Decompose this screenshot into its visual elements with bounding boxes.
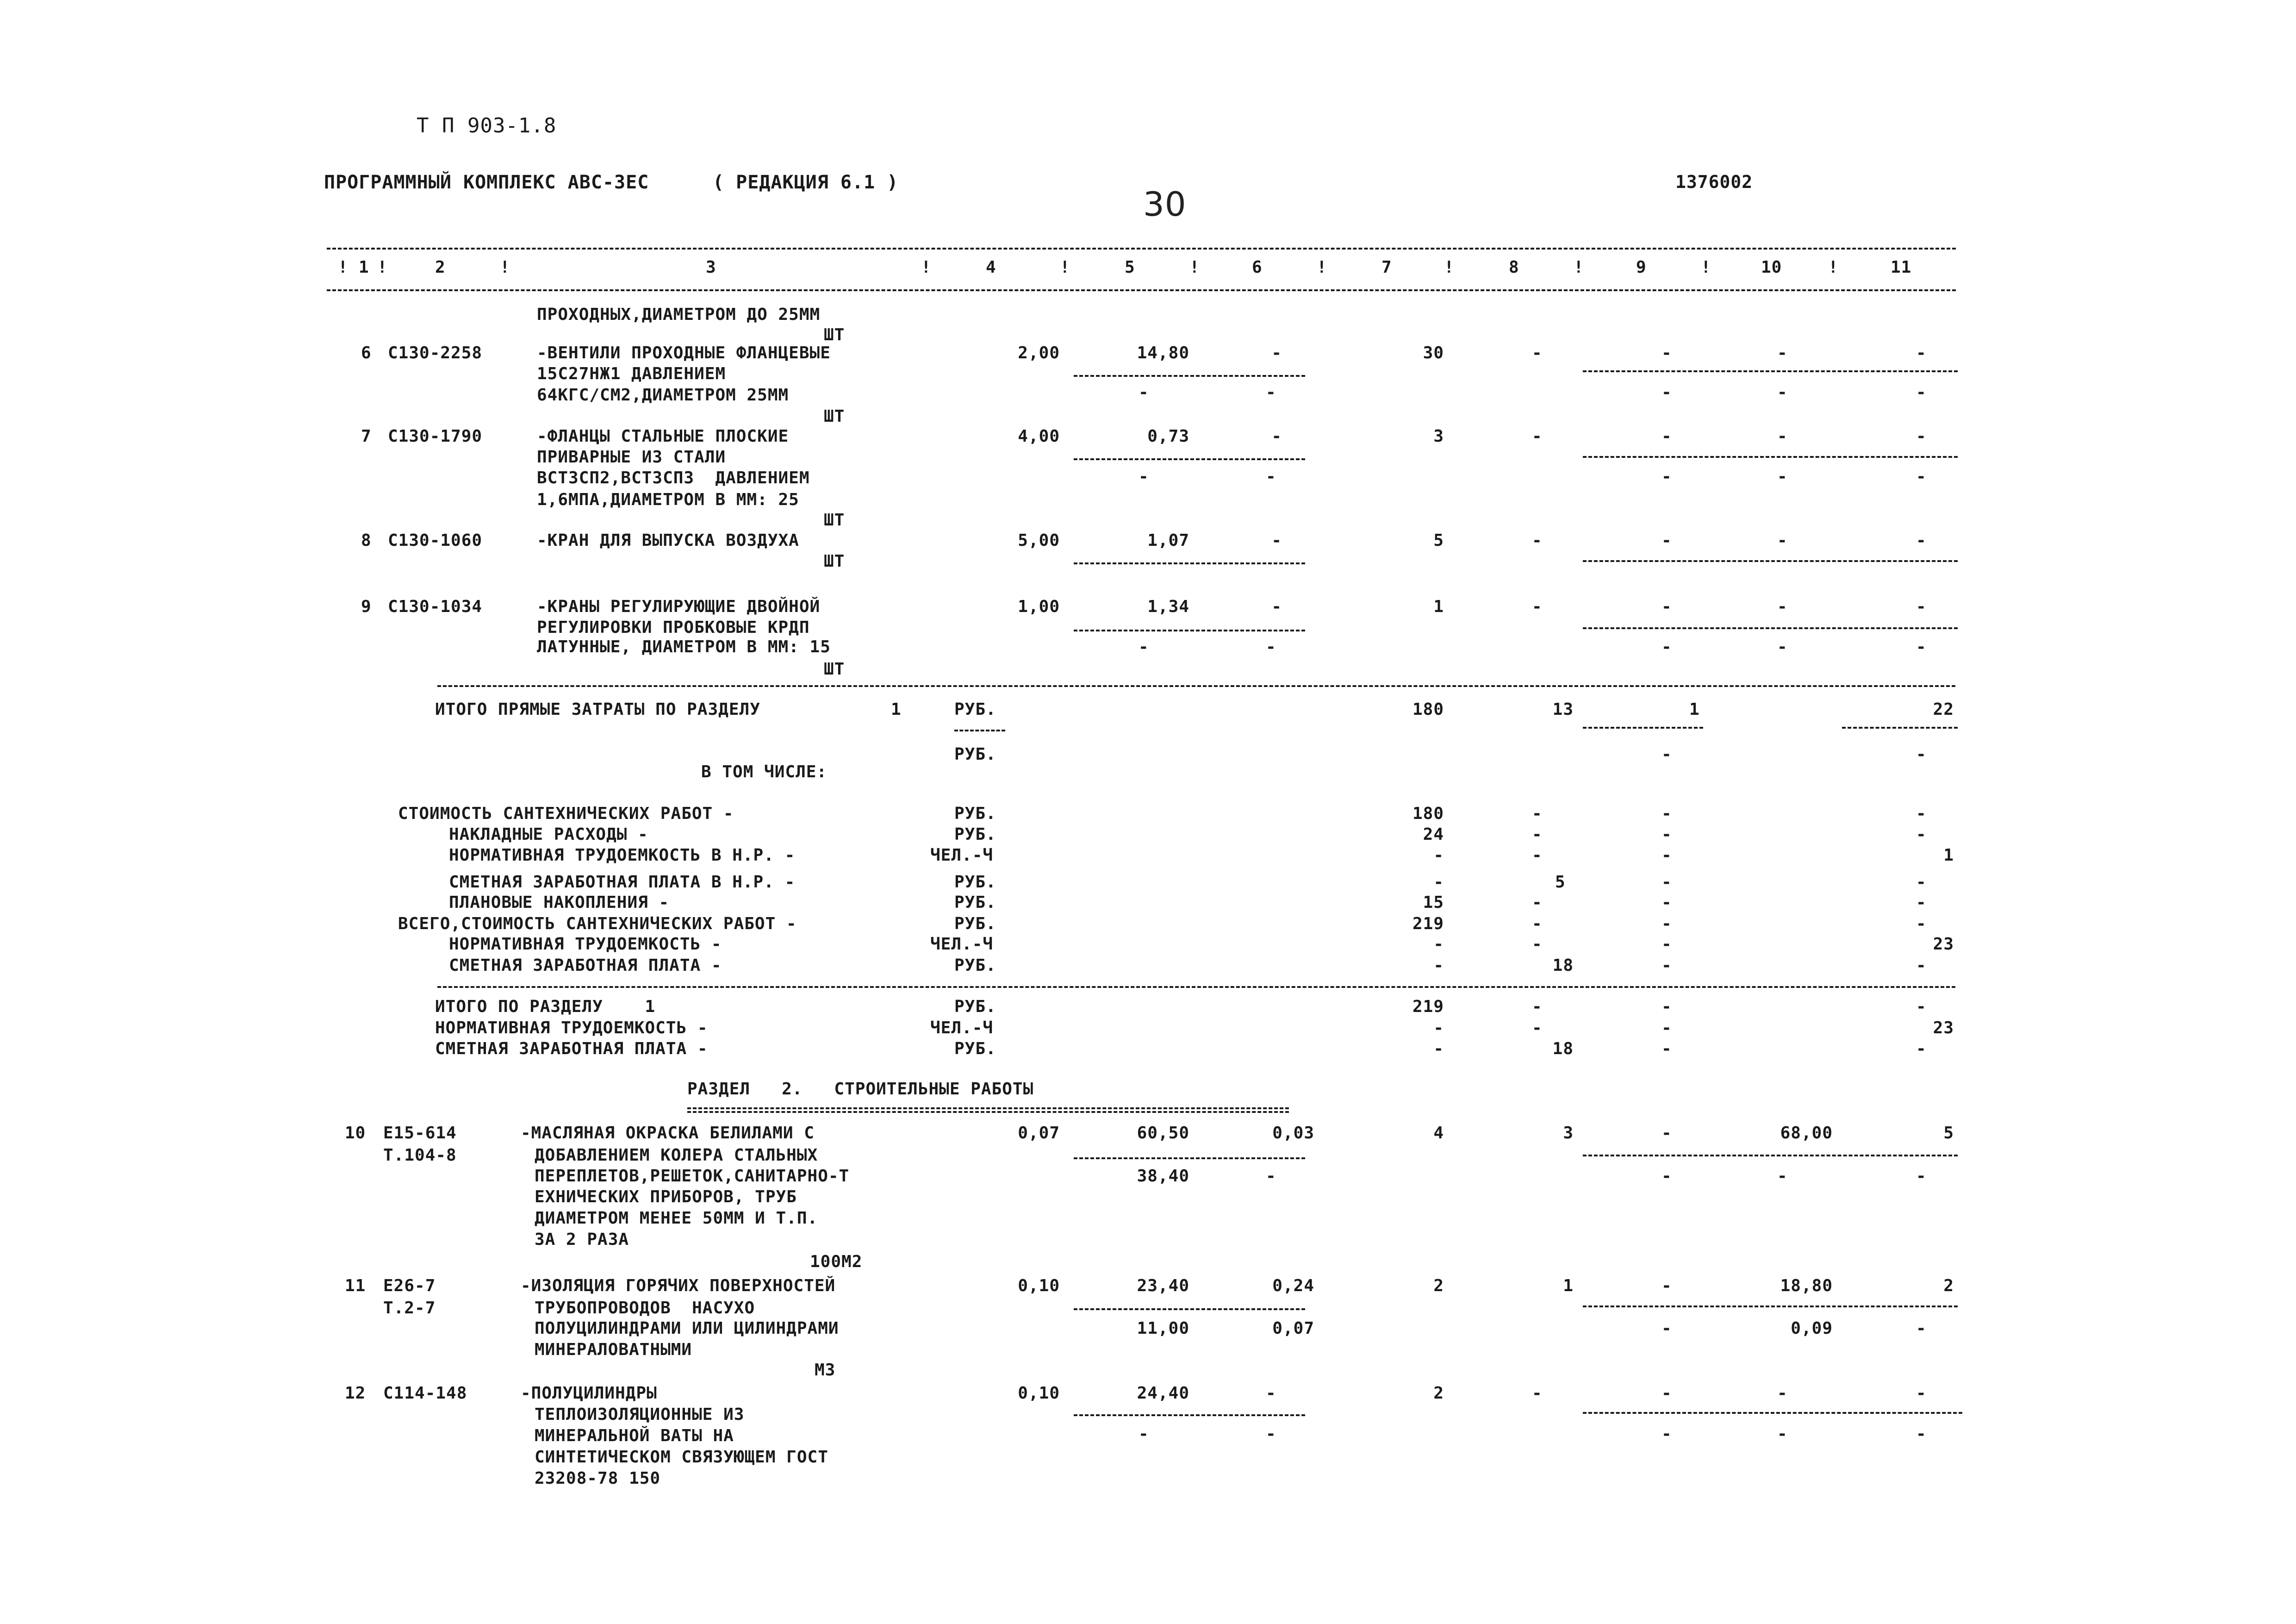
summary-label: ПЛАНОВЫЕ НАКОПЛЕНИЯ - — [449, 893, 670, 912]
summary-label: ВСЕГО,СТОИМОСТЬ САНТЕХНИЧЕСКИХ РАБОТ - — [398, 914, 797, 933]
col-sep: ! — [1828, 258, 1839, 277]
subrule — [1583, 1155, 1958, 1156]
col9-value: - — [1661, 427, 1672, 446]
subrule — [1074, 1414, 1305, 1416]
item-name-line: ЕХНИЧЕСКИХ ПРИБОРОВ, ТРУБ — [535, 1187, 797, 1206]
summary-c9: - — [1661, 846, 1672, 865]
section2-underline — [687, 1111, 1289, 1113]
rate-code: С114-148 — [383, 1384, 467, 1403]
col-header-8: 8 — [1509, 258, 1519, 277]
col-sep: ! — [1701, 258, 1711, 277]
totals-direct-section: 1 — [891, 700, 902, 719]
quantity: 5,00 — [1018, 531, 1060, 550]
summary-c9: - — [1661, 893, 1672, 912]
col-header-3: 3 — [706, 258, 716, 277]
col-header-7: 7 — [1381, 258, 1392, 277]
col11-sub: - — [1916, 1424, 1927, 1443]
col7-value: 2 — [1433, 1384, 1444, 1403]
summary-c7: 15 — [1423, 893, 1444, 912]
section-total-c11: - — [1916, 997, 1927, 1016]
col8-value: 1 — [1563, 1276, 1574, 1295]
summary-c8: - — [1532, 914, 1543, 933]
row-number: 10 — [345, 1124, 366, 1143]
col7-value: 2 — [1433, 1276, 1444, 1295]
totals-rule — [437, 685, 1955, 687]
col11-value: - — [1916, 531, 1927, 550]
col5-sub: 11,00 — [1137, 1319, 1189, 1338]
col11-value: 5 — [1943, 1124, 1954, 1143]
col8-value: - — [1532, 427, 1543, 446]
col-sep: ! — [1574, 258, 1584, 277]
col-header-9: 9 — [1636, 258, 1647, 277]
quantity: 0,10 — [1018, 1384, 1060, 1403]
col8-value: - — [1532, 344, 1543, 362]
header-rule-top — [327, 248, 1956, 250]
col-sep: ! — [377, 258, 388, 277]
row-number: 12 — [345, 1384, 366, 1403]
summary-c7: - — [1433, 873, 1444, 892]
col6-sub: - — [1266, 383, 1276, 402]
summary-label: НАКЛАДНЫЕ РАСХОДЫ - — [449, 825, 648, 844]
section-total-c11: - — [1916, 1039, 1927, 1058]
col10-value: - — [1777, 531, 1788, 550]
item-name-line: ДОБАВЛЕНИЕМ КОЛЕРА СТАЛЬНЫХ — [535, 1146, 818, 1165]
item-unit: 100М2 — [810, 1252, 863, 1271]
page-number: 30 — [1143, 185, 1187, 224]
col-header-5: 5 — [1125, 258, 1135, 277]
col7-value: 5 — [1433, 531, 1444, 550]
col11-value: - — [1916, 344, 1927, 362]
item-name-line: ПЕРЕПЛЕТОВ,РЕШЕТОК,САНИТАРНО-Т — [535, 1167, 850, 1186]
summary-c11: - — [1916, 956, 1927, 975]
section-total-c9: - — [1661, 1018, 1672, 1037]
section-total-label: НОРМАТИВНАЯ ТРУДОЕМКОСТЬ - — [435, 1018, 708, 1037]
program-title: ПРОГРАММНЫЙ КОМПЛЕКС АВС-3ЕС — [324, 172, 649, 193]
item-name-line: ЗА 2 РАЗА — [535, 1230, 629, 1249]
col10-sub: - — [1777, 383, 1788, 402]
section-total-c8: - — [1532, 1018, 1543, 1037]
col8-value: - — [1532, 531, 1543, 550]
subrule — [1583, 1412, 1962, 1414]
summary-c7: - — [1433, 846, 1444, 865]
col10-sub: - — [1777, 637, 1788, 656]
col8-value: - — [1532, 597, 1543, 616]
subrule — [1583, 370, 1958, 372]
col9-value: - — [1661, 597, 1672, 616]
item-name-line: -КРАНЫ РЕГУЛИРУЮЩИЕ ДВОЙНОЙ — [537, 597, 821, 616]
col9-value: - — [1661, 1384, 1672, 1403]
col5-sub: - — [1139, 383, 1149, 402]
col-header-1: 1 — [359, 258, 369, 277]
summary-c11: - — [1916, 914, 1927, 933]
col9-value: - — [1661, 531, 1672, 550]
summary-c11: - — [1916, 804, 1927, 823]
col7-value: 3 — [1433, 427, 1444, 446]
item-name-line: ТЕПЛОИЗОЛЯЦИОННЫЕ ИЗ — [535, 1405, 745, 1424]
item-unit: ШТ — [824, 552, 845, 571]
summary-c7: 24 — [1423, 825, 1444, 844]
col10-sub: 0,09 — [1791, 1319, 1833, 1338]
item-name-line: -ВЕНТИЛИ ПРОХОДНЫЕ ФЛАНЦЕВЫЕ — [537, 344, 831, 362]
col5-sub: - — [1139, 467, 1149, 486]
item-unit: ШТ — [824, 407, 845, 426]
col6-value: 0,03 — [1272, 1124, 1314, 1143]
col5-sub: 38,40 — [1137, 1167, 1189, 1186]
subrule — [1074, 458, 1305, 460]
col6-value: - — [1266, 1384, 1276, 1403]
col11-sub: - — [1916, 637, 1927, 656]
col6-sub: - — [1266, 1424, 1276, 1443]
col6-value: - — [1271, 531, 1282, 550]
col9-sub: - — [1661, 1424, 1672, 1443]
col11-value: - — [1916, 1384, 1927, 1403]
col9-value: - — [1661, 344, 1672, 362]
col10-sub: - — [1777, 1167, 1788, 1186]
summary-c7: - — [1433, 956, 1444, 975]
summary-unit: РУБ. — [954, 825, 996, 844]
col5-sub: - — [1139, 1424, 1149, 1443]
col-sep: ! — [1189, 258, 1200, 277]
col9-sub: - — [1661, 383, 1672, 402]
col6-value: - — [1271, 597, 1282, 616]
row-number: 8 — [361, 531, 372, 550]
item-name-line: -МАСЛЯНАЯ ОКРАСКА БЕЛИЛАМИ С — [521, 1124, 815, 1143]
summary-c8: - — [1532, 804, 1543, 823]
section-total-c7: - — [1433, 1039, 1444, 1058]
col10-value: - — [1777, 1384, 1788, 1403]
col-sep: ! — [921, 258, 932, 277]
summary-c11: - — [1916, 825, 1927, 844]
col8-value: - — [1532, 1384, 1543, 1403]
section-total-rule — [437, 986, 1955, 988]
col9-sub: - — [1661, 467, 1672, 486]
col6-value: 0,24 — [1272, 1276, 1314, 1295]
summary-c7: 219 — [1412, 914, 1444, 933]
summary-c7: 180 — [1412, 804, 1444, 823]
col5-sub: - — [1139, 637, 1149, 656]
col11-value: 2 — [1943, 1276, 1954, 1295]
col10-value: - — [1777, 427, 1788, 446]
summary-c9: - — [1661, 804, 1672, 823]
section2-title: РАЗДЕЛ 2. СТРОИТЕЛЬНЫЕ РАБОТЫ — [687, 1080, 1034, 1099]
quantity: 2,00 — [1018, 344, 1060, 362]
item-name-line: ПРОХОДНЫХ,ДИАМЕТРОМ ДО 25ММ — [537, 305, 821, 324]
summary-c9: - — [1661, 914, 1672, 933]
unit-cost: 0,73 — [1147, 427, 1189, 446]
subrule — [1074, 562, 1305, 564]
col-sep: ! — [1317, 258, 1327, 277]
section-total-c9: - — [1661, 997, 1672, 1016]
rate-code: Е15-614 — [383, 1124, 457, 1143]
subrule — [1583, 456, 1958, 458]
col11-value: - — [1916, 597, 1927, 616]
summary-c9: - — [1661, 956, 1672, 975]
section-total-c9: - — [1661, 1039, 1672, 1058]
col10-value: - — [1777, 597, 1788, 616]
section-total-c8: - — [1532, 997, 1543, 1016]
subrule — [1074, 1308, 1305, 1310]
col11-sub: - — [1916, 1319, 1927, 1338]
col11-sub: - — [1916, 467, 1927, 486]
col11-sub: - — [1916, 383, 1927, 402]
summary-c11: - — [1916, 873, 1927, 892]
subrule — [1583, 727, 1703, 729]
col7-value: 1 — [1433, 597, 1444, 616]
row-number: 6 — [361, 344, 372, 362]
col9-sub: - — [1661, 1167, 1672, 1186]
subrule — [1583, 560, 1958, 562]
unit-cost: 14,80 — [1137, 344, 1189, 362]
edition: ( РЕДАКЦИЯ 6.1 ) — [713, 172, 899, 193]
summary-unit: ЧЕЛ.-Ч — [930, 935, 994, 954]
summary-label: НОРМАТИВНАЯ ТРУДОЕМКОСТЬ - — [449, 935, 722, 954]
header-rule-bottom — [327, 289, 1956, 291]
quantity: 0,10 — [1018, 1276, 1060, 1295]
rate-code: С130-1060 — [388, 531, 483, 550]
item-unit: М3 — [815, 1361, 836, 1380]
summary-c9: - — [1661, 935, 1672, 954]
unit-cost: 1,07 — [1147, 531, 1189, 550]
summary-label: СМЕТНАЯ ЗАРАБОТНАЯ ПЛАТА В Н.Р. - — [449, 873, 796, 892]
item-unit: ШТ — [824, 511, 845, 530]
col-header-4: 4 — [986, 258, 996, 277]
col11-sub: - — [1916, 1167, 1927, 1186]
col6-sub: - — [1266, 467, 1276, 486]
quantity: 0,07 — [1018, 1124, 1060, 1143]
quantity: 1,00 — [1018, 597, 1060, 616]
summary-unit: ЧЕЛ.-Ч — [930, 846, 994, 865]
item-name-line: ПРИВАРНЫЕ ИЗ СТАЛИ — [537, 448, 726, 467]
summary-c8: 18 — [1552, 956, 1574, 975]
item-name-line: -ИЗОЛЯЦИЯ ГОРЯЧИХ ПОВЕРХНОСТЕЙ — [521, 1276, 836, 1295]
col-sep: ! — [1060, 258, 1070, 277]
rate-code: Е26-7 — [383, 1276, 436, 1295]
unit-cost: 1,34 — [1147, 597, 1189, 616]
totals-direct-c8: 13 — [1552, 700, 1574, 719]
summary-label: СМЕТНАЯ ЗАРАБОТНАЯ ПЛАТА - — [449, 956, 722, 975]
summary-c11: - — [1916, 893, 1927, 912]
summary-c8: - — [1532, 846, 1543, 865]
doc-number: 1376002 — [1675, 172, 1753, 192]
item-name-line: 64КГС/СМ2,ДИАМЕТРОМ 25ММ — [537, 386, 789, 405]
section-total-unit: РУБ. — [954, 1039, 996, 1058]
summary-c11: 23 — [1933, 935, 1954, 954]
col9-sub: - — [1661, 637, 1672, 656]
rate-table-ref: Т.2-7 — [383, 1299, 436, 1318]
summary-c9: - — [1661, 825, 1672, 844]
item-name-line: МИНЕРАЛОВАТНЫМИ — [535, 1340, 692, 1359]
col10-value: 18,80 — [1780, 1276, 1833, 1295]
totals-direct-c11: 22 — [1933, 700, 1954, 719]
summary-unit: РУБ. — [954, 893, 996, 912]
item-name-line: ВСТ3СП2,ВСТ3СП3 ДАВЛЕНИЕМ — [537, 468, 810, 487]
col10-value: 68,00 — [1780, 1124, 1833, 1143]
col10-sub: - — [1777, 467, 1788, 486]
row-number: 11 — [345, 1276, 366, 1295]
summary-c8: - — [1532, 825, 1543, 844]
col6-sub: - — [1266, 1167, 1276, 1186]
totals-direct-c7: 180 — [1412, 700, 1444, 719]
item-name-line: 23208-78 150 — [535, 1469, 661, 1488]
summary-c11: 1 — [1943, 846, 1954, 865]
unit-cost: 60,50 — [1137, 1124, 1189, 1143]
subrule — [1074, 375, 1305, 377]
subrule — [1583, 1305, 1958, 1307]
summary-label: СТОИМОСТЬ САНТЕХНИЧЕСКИХ РАБОТ - — [398, 804, 734, 823]
item-name-line: РЕГУЛИРОВКИ ПРОБКОВЫЕ КРДП — [537, 618, 810, 637]
totals-direct-c11b: - — [1916, 745, 1927, 764]
totals-direct-unit2: РУБ. — [954, 745, 996, 764]
subrule — [1842, 727, 1958, 729]
section-total-c7: - — [1433, 1018, 1444, 1037]
subrule — [1583, 627, 1958, 629]
col9-value: - — [1661, 1124, 1672, 1143]
col6-value: - — [1271, 344, 1282, 362]
including-label: В ТОМ ЧИСЛЕ: — [701, 762, 828, 781]
summary-unit: РУБ. — [954, 804, 996, 823]
subrule — [954, 730, 1005, 731]
col-header-6: 6 — [1252, 258, 1263, 277]
col-header-11: 11 — [1891, 258, 1912, 277]
rate-code: С130-1034 — [388, 597, 483, 616]
summary-unit: РУБ. — [954, 873, 996, 892]
section-total-label: СМЕТНАЯ ЗАРАБОТНАЯ ПЛАТА - — [435, 1039, 708, 1058]
totals-direct-unit: РУБ. — [954, 700, 996, 719]
col-header-10: 10 — [1761, 258, 1782, 277]
col7-value: 4 — [1433, 1124, 1444, 1143]
item-name-line: МИНЕРАЛЬНОЙ ВАТЫ НА — [535, 1426, 734, 1445]
section-total-unit: РУБ. — [954, 997, 996, 1016]
item-unit: ШТ — [824, 325, 845, 344]
col6-sub: - — [1266, 637, 1276, 656]
col9-sub: - — [1661, 1319, 1672, 1338]
row-number: 9 — [361, 597, 372, 616]
section-total-unit: ЧЕЛ.-Ч — [930, 1018, 994, 1037]
summary-unit: РУБ. — [954, 914, 996, 933]
summary-unit: РУБ. — [954, 956, 996, 975]
col8-value: 3 — [1563, 1124, 1574, 1143]
section-total-label: ИТОГО ПО РАЗДЕЛУ 1 — [435, 997, 656, 1016]
col-sep: ! — [1444, 258, 1455, 277]
totals-direct-label: ИТОГО ПРЯМЫЕ ЗАТРАТЫ ПО РАЗДЕЛУ — [435, 700, 760, 719]
totals-direct-c9: 1 — [1689, 700, 1700, 719]
col-sep: ! — [338, 258, 348, 277]
summary-c9: - — [1661, 873, 1672, 892]
item-name-line: СИНТЕТИЧЕСКОМ СВЯЗУЮЩЕМ ГОСТ — [535, 1448, 828, 1467]
col10-sub: - — [1777, 1424, 1788, 1443]
row-number: 7 — [361, 427, 372, 446]
unit-cost: 23,40 — [1137, 1276, 1189, 1295]
col9-value: - — [1661, 1276, 1672, 1295]
summary-c8: - — [1532, 893, 1543, 912]
col6-value: - — [1271, 427, 1282, 446]
item-name-line: ЛАТУННЫЕ, ДИАМЕТРОМ В ММ: 15 — [537, 637, 831, 656]
summary-c8: - — [1532, 935, 1543, 954]
col-sep: ! — [500, 258, 510, 277]
col11-value: - — [1916, 427, 1927, 446]
item-name-line: ДИАМЕТРОМ МЕНЕЕ 50ММ И Т.П. — [535, 1209, 818, 1228]
summary-c8: 5 — [1555, 873, 1566, 892]
rate-code: С130-2258 — [388, 344, 483, 362]
subrule — [1074, 630, 1305, 631]
subrule — [1074, 1157, 1305, 1159]
rate-code: С130-1790 — [388, 427, 483, 446]
item-name-line: -ПОЛУЦИЛИНДРЫ — [521, 1384, 657, 1403]
item-name-line: ТРУБОПРОВОДОВ НАСУХО — [535, 1299, 755, 1318]
totals-direct-c9b: - — [1661, 745, 1672, 764]
summary-c7: - — [1433, 935, 1444, 954]
summary-label: НОРМАТИВНАЯ ТРУДОЕМКОСТЬ В Н.Р. - — [449, 846, 796, 865]
item-name-line: 15С27НЖ1 ДАВЛЕНИЕМ — [537, 364, 726, 383]
doc-code: Т П 903-1.8 — [417, 114, 557, 137]
col6-sub: 0,07 — [1272, 1319, 1314, 1338]
col10-value: - — [1777, 344, 1788, 362]
item-unit: ШТ — [824, 660, 845, 679]
item-name-line: 1,6МПА,ДИАМЕТРОМ В ММ: 25 — [537, 490, 799, 509]
item-name-line: -КРАН ДЛЯ ВЫПУСКА ВОЗДУХА — [537, 531, 799, 550]
section-total-c7: 219 — [1412, 997, 1444, 1016]
col7-value: 30 — [1423, 344, 1444, 362]
unit-cost: 24,40 — [1137, 1384, 1189, 1403]
rate-table-ref: Т.104-8 — [383, 1146, 457, 1165]
quantity: 4,00 — [1018, 427, 1060, 446]
item-name-line: -ФЛАНЦЫ СТАЛЬНЫЕ ПЛОСКИЕ — [537, 427, 789, 446]
section-total-c8: 18 — [1552, 1039, 1574, 1058]
section-total-c11: 23 — [1933, 1018, 1954, 1037]
col-header-2: 2 — [435, 258, 446, 277]
item-name-line: ПОЛУЦИЛИНДРАМИ ИЛИ ЦИЛИНДРАМИ — [535, 1319, 839, 1338]
section2-underline — [687, 1107, 1289, 1109]
